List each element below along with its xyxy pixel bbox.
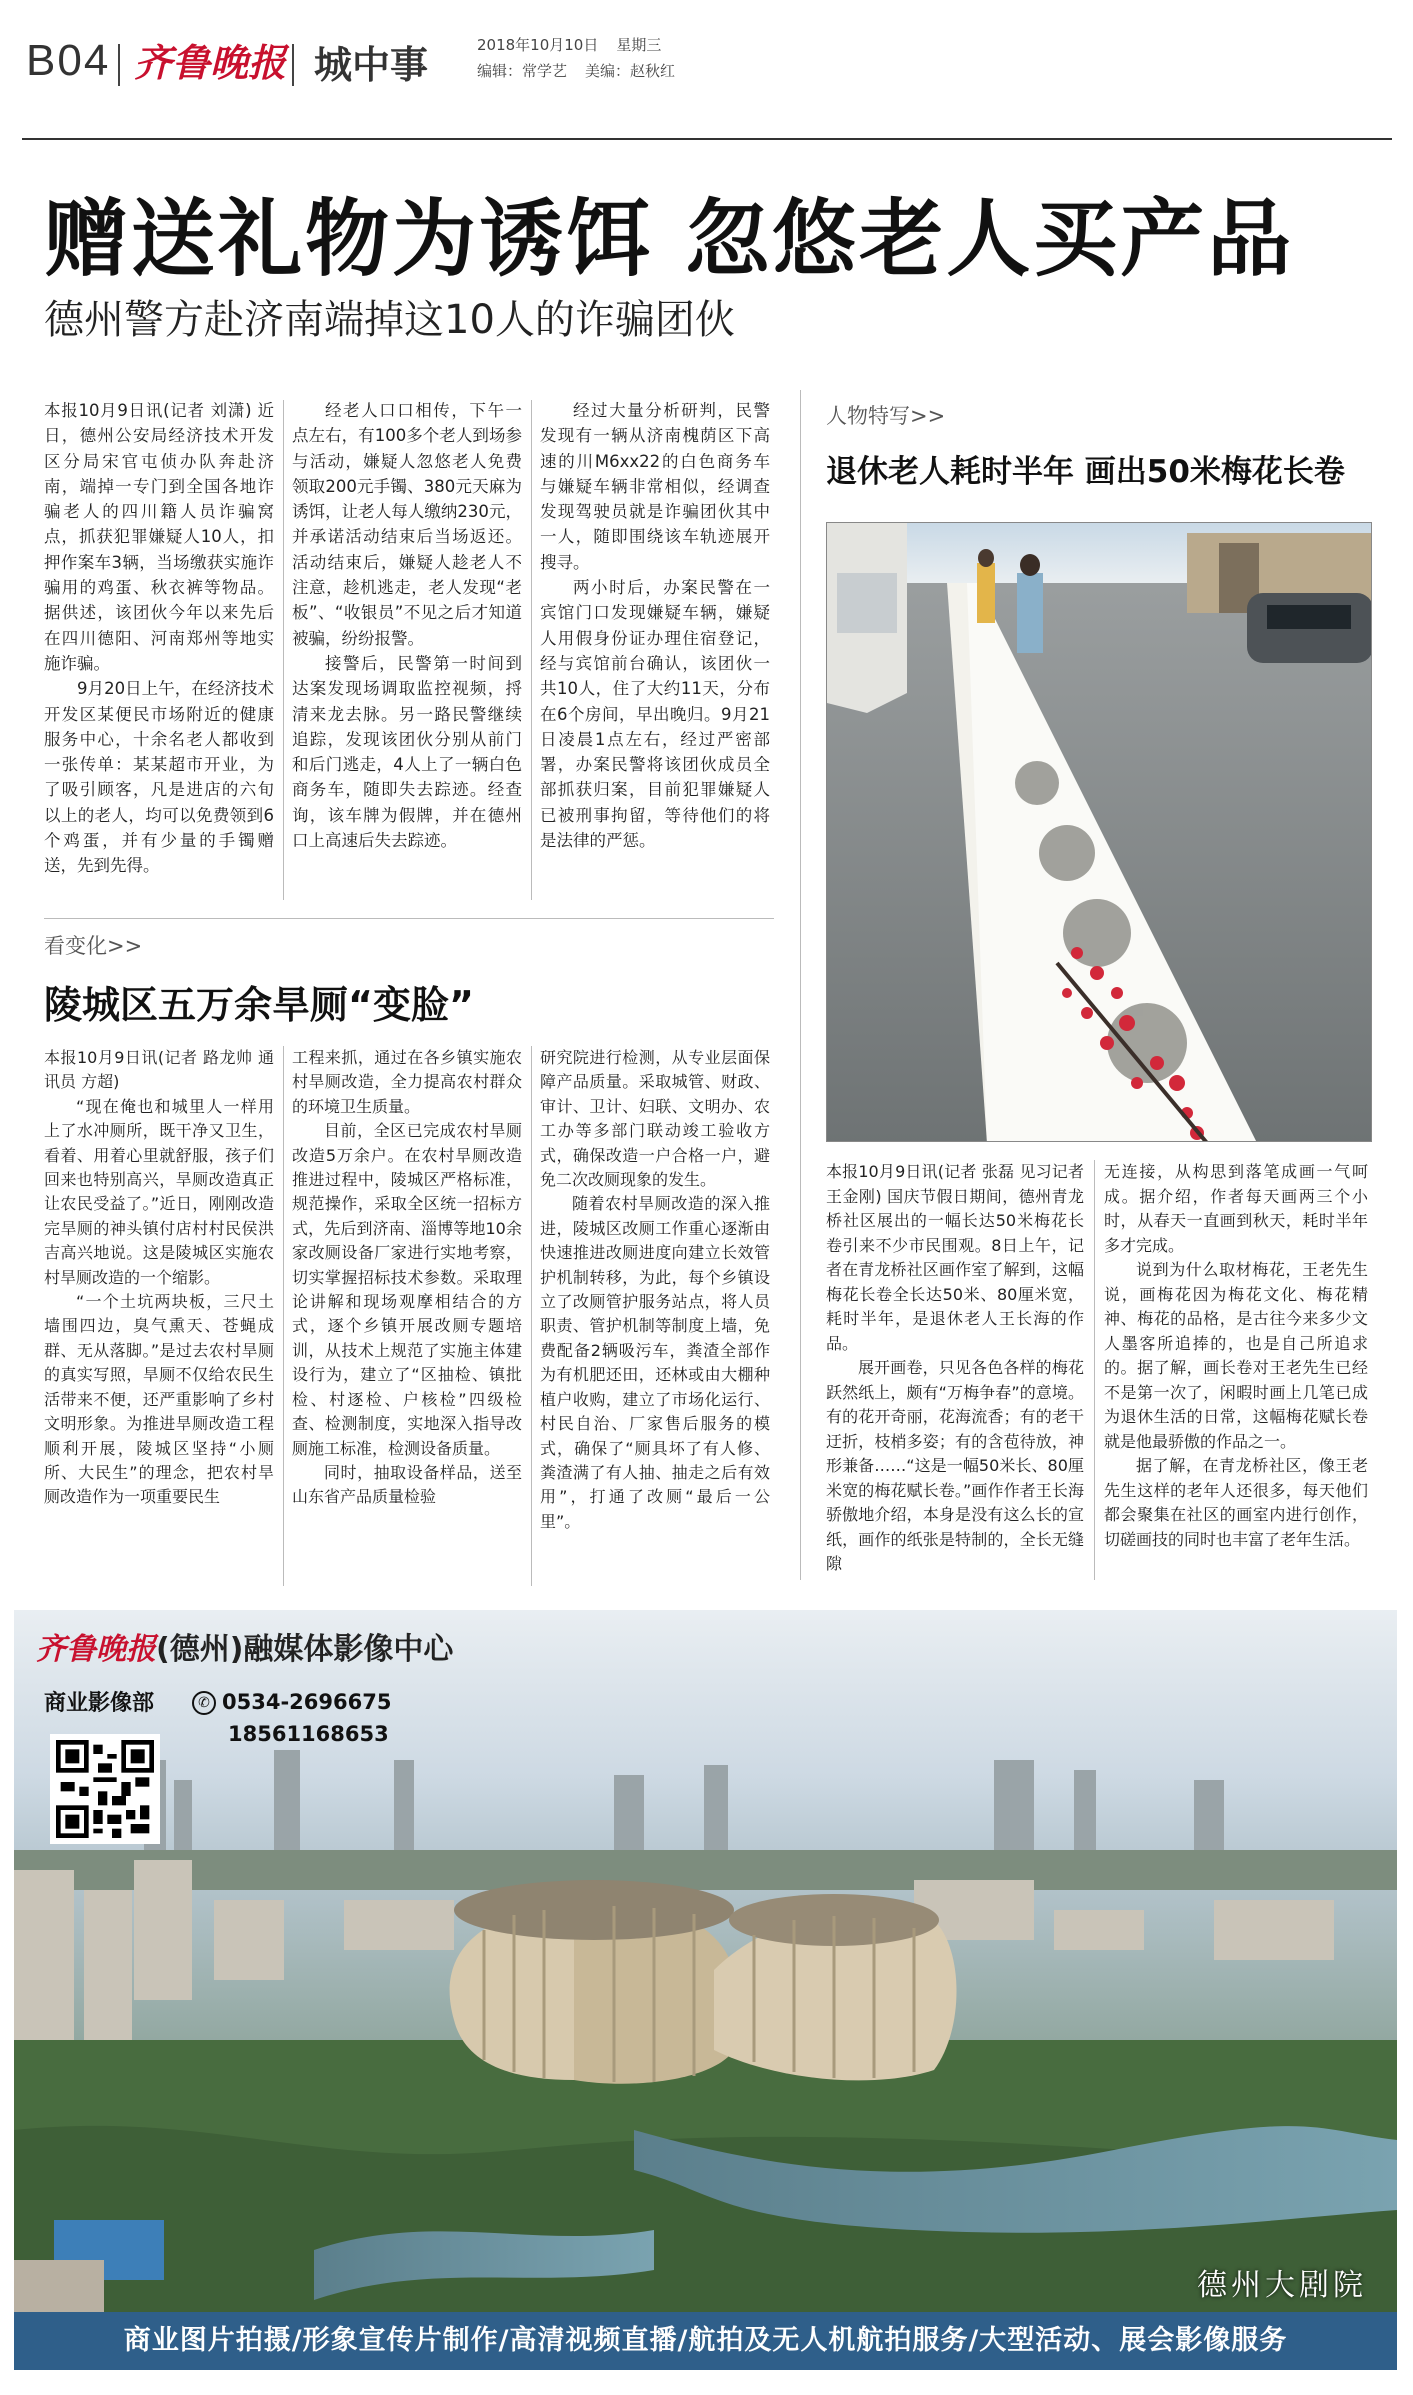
profile-kicker: 人物特写>> — [826, 404, 946, 428]
masthead-divider — [292, 44, 294, 86]
main-story-column-1 — [44, 398, 274, 879]
qr-code-icon[interactable] — [50, 1734, 160, 1844]
article-paragraph: 经老人口口相传，下午一点左右，有100多个老人到场参与活动，嫌疑人忽悠老人免费领取200元手镯、380元天麻为诱饵，让老人每人缴纳230元，并承诺活动结束后当场返还。活动结束后，嫌疑人趁老人不注意，趁机逃走，老人发现“老板”、“收银员”不见之后才知道被骗，纷纷报警。 — [292, 401, 522, 648]
toilet-headline: 陵城区五万余旱厕“变脸” — [44, 983, 474, 1027]
main-story-column-2 — [292, 398, 522, 853]
advert-services-banner: 商业图片拍摄/形象宣传片制作/高清视频直播/航拍及无人机航拍服务/大型活动、展会影像服务 — [14, 2312, 1397, 2370]
article-paragraph: 工程来抓，通过在各乡镇实施农村旱厕改造，全力提高农村群众的环境卫生质量。 — [292, 1048, 522, 1116]
article-paragraph: 无连接，从构思到落笔成画一气呵成。据介绍，作者每天画两三个小时，从春天一直画到秋天，耗时半年多才完成。 — [1104, 1162, 1368, 1255]
article-paragraph: 接警后，民警第一时间到达案发现场调取监控视频，捋清来龙去脉。另一路民警继续追踪，发现该团伙分别从前门和后门逃走，4人上了一辆白色商务车，随即失去踪迹。经查询，该车牌为假牌，并在德州口上高速后失去踪迹。 — [292, 653, 522, 851]
section-rule — [800, 390, 801, 1580]
article-paragraph: “一个土坑两块板，三尺土墙围四边，臭气熏天、苍蝇成群、无从落脚。”是过去农村旱厕的真实写照，旱厕不仅给农民生活带来不便，还严重影响了乡村文明形象。为推进旱厕改造工程顺利开展，陵城区坚持“小厕所、大民生”的理念，把农村旱厕改造作为一项重要民生 — [44, 1292, 274, 1507]
advert-department: 商业影像部 — [44, 1691, 155, 1716]
section-rule — [44, 918, 774, 919]
article-paragraph: 两小时后，办案民警在一宾馆门口发现嫌疑车辆，嫌疑人用假身份证办理住宿登记，经与宾馆前台确认，该团伙一共10人，住了大约11天，分布在6个房间，早出晚归。9月21日凌晨1点左右，经过严密部署，办案民警将该团伙成员全部抓获归案，目前犯罪嫌疑人已被刑事拘留，等待他们的将是法律的严惩。 — [540, 578, 770, 851]
masthead-divider — [118, 44, 120, 86]
toilet-kicker: 看变化>> — [44, 934, 143, 958]
qr-code-graphic — [56, 1740, 154, 1838]
column-rule — [1094, 1160, 1095, 1580]
advert-brand — [36, 1624, 453, 1668]
masthead — [22, 20, 1392, 140]
article-paragraph: 本报10月9日讯(记者 张磊 见习记者 王金刚) 国庆节假日期间，德州青龙桥社区展出的一幅长达50米梅花长卷引来不少市民围观。8日上午，记者在青龙桥社区画作室了解到，这幅梅花长卷全长达50米、80厘米宽，耗时半年，是退休老人王长海的作品。 — [826, 1162, 1084, 1353]
advert-phones — [192, 1686, 391, 1750]
masthead-meta — [477, 32, 693, 84]
column-rule — [283, 1046, 284, 1586]
toilet-story-column-1 — [44, 1046, 274, 1510]
article-paragraph: 9月20日上午，在经济技术开发区某便民市场附近的健康服务中心，十余名老人都收到一张传单：某某超市开业，为了吸引顾客，凡是进店的六旬以上的老人，均可以免费领到6个鸡蛋，并有少量的手镯赠送，先到先得。 — [44, 679, 274, 876]
advert-phone-landline: 0534-2696675 — [222, 1690, 392, 1714]
profile-story-column-1 — [826, 1160, 1084, 1577]
media-center-advert — [14, 1610, 1397, 2370]
article-paragraph: 研究院进行检测，从专业层面保障产品质量。采取城管、财政、审计、卫计、妇联、文明办、农工办等多部门联动竣工验收方式，确保改造一户合格一户，避免二次改厕现象的发生。 — [540, 1048, 770, 1190]
article-paragraph: 本报10月9日讯(记者 刘潇) 近日，德州公安局经济技术开发区分局宋官屯侦办队奔赴济南，端掉一专门到全国各地诈骗老人的四川籍人员诈骗窝点，抓获犯罪嫌疑人10人，扣押作案车3辆，当场缴获实施诈骗用的鸡蛋、秋衣裤等物品。据供述，该团伙今年以来先后在四川德阳、河南郑州等地实施诈骗。 — [44, 401, 274, 673]
section-name: 城中事 — [314, 43, 429, 87]
column-rule — [531, 400, 532, 900]
phone-icon: ✆ — [192, 1691, 216, 1715]
article-paragraph: 据了解，在青龙桥社区，像王老先生这样的老年人还很多，每天他们都会聚集在社区的画室内进行创作，切磋画技的同时也丰富了老年生活。 — [1104, 1456, 1368, 1549]
advert-brand-name: 齐鲁晚报 — [36, 1632, 156, 1667]
editor-credit: 编辑：常学艺 — [477, 62, 568, 80]
article-paragraph: 说到为什么取材梅花，王老先生说，画梅花因为梅花文化、梅花精神、梅花的品格，是古往今来多少文人墨客所追捧的，也是自己所追求的。据了解，画长卷对王老先生已经不是第一次了，闲暇时画上几笔已成为退休生活的日常，这幅梅花赋长卷就是他最骄傲的作品之一。 — [1104, 1260, 1368, 1451]
toilet-story-column-3 — [540, 1046, 770, 1534]
toilet-story-column-2 — [292, 1046, 522, 1510]
main-headline: 赠送礼物为诱饵 忽悠老人买产品 — [44, 190, 1295, 288]
photo-caption: 德州大剧院 — [1197, 2268, 1367, 2303]
issue-weekday: 星期三 — [616, 36, 662, 54]
article-paragraph: “现在俺也和城里人一样用上了水冲厕所，既干净又卫生，看着、用着心里就舒服，孩子们回来也特别高兴，旱厕改造真正让农民受益了。”近日，刚刚改造完旱厕的神头镇付店村村民侯洪吉高兴地说。这是陵城区实施农村旱厕改造的一个缩影。 — [44, 1096, 274, 1287]
profile-headline: 退休老人耗时半年 画出50米梅花长卷 — [826, 454, 1345, 490]
article-paragraph: 同时，抽取设备样品，送至山东省产品质量检验 — [292, 1462, 522, 1507]
article-paragraph: 随着农村旱厕改造的深入推进，陵城区改厕工作重心逐渐由快速推进改厕进度向建立长效管护机制转移，为此，每个乡镇设立了改厕管护服务站点，将人员职责、管护机制等制度上墙，免费配备2辆吸污车，粪渣全部作为有机肥还田，还林或由大棚种植户收购，建立了市场化运行、村民自治、厂家售后服务的模式，确保了“厕具坏了有人修、粪渣满了有人抽、抽走之后有效用”，打通了改厕“最后一公里”。 — [540, 1194, 770, 1531]
issue-date: 2018年10月10日 — [477, 36, 599, 54]
main-subhead: 德州警方赴济南端掉这10人的诈骗团伙 — [44, 297, 735, 343]
newspaper-brand: 齐鲁晚报 — [134, 40, 287, 85]
scroll-painting-image — [827, 523, 1372, 1142]
article-paragraph: 经过大量分析研判，民警发现有一辆从济南槐荫区下高速的川M6xx22的白色商务车与嫌疑车辆非常相似，经调查发现驾驶员就是诈骗团伙其中一人，随即围绕该车轨迹展开搜寻。 — [540, 401, 770, 572]
advert-brand-suffix: (德州)融媒体影像中心 — [156, 1632, 454, 1667]
page-number: B04 — [26, 36, 111, 85]
designer-credit: 美编：赵秋红 — [585, 62, 676, 80]
column-rule — [283, 400, 284, 900]
column-rule — [531, 1046, 532, 1586]
article-paragraph: 目前，全区已完成农村旱厕改造5万余户。在农村旱厕改造推进过程中，陵城区严格标准，规范操作，采取全区统一招标方式，先后到济南、淄博等地10余家改厕设备厂家进行实地考察，切实掌握招标技术参数。采取理论讲解和现场观摩相结合的方式，逐个乡镇开展改厕专题培训，从技术上规范了实施主体建设行为，建立了“区抽检、镇批检、村逐检、户核检”四级检查、检测制度，实地深入指导改厕施工标准，检测设备质量。 — [292, 1121, 522, 1458]
profile-story-column-2 — [1104, 1160, 1368, 1552]
main-story-column-3 — [540, 398, 770, 853]
advert-phone-mobile: 18561168653 — [228, 1722, 389, 1746]
article-paragraph: 本报10月9日讯(记者 路龙帅 通讯员 方超) — [44, 1048, 274, 1092]
scroll-painting-photo — [826, 522, 1372, 1142]
article-paragraph: 展开画卷，只见各色各样的梅花跃然纸上，颇有“万梅争春”的意境。有的花开奇丽，花海流香；有的老干迂折，枝梢多姿；有的含苞待放，神形兼备……“这是一幅50米长、80厘米宽的梅花赋长卷。”画作作者王长海骄傲地介绍，本身是没有这么长的宣纸，画作的纸张是特制的，全长无缝隙 — [826, 1358, 1084, 1573]
